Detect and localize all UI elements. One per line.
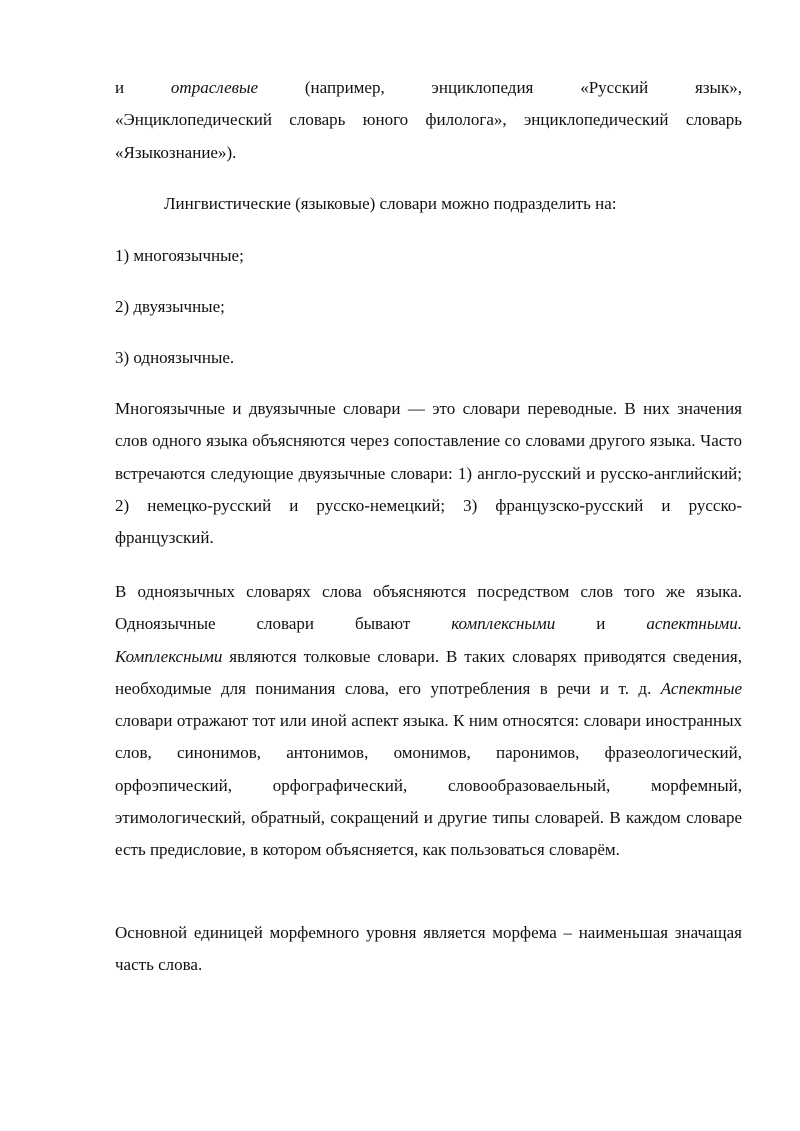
text-run: (например, энциклопедия «Русский язык», [258,78,742,97]
italic-term: отраслевые [170,78,259,97]
list-item: 3) одноязычные. [115,348,235,367]
paragraph-translation-dictionaries: Многоязычные и двуязычные словари — это словари переводные. В них значения слов одного языка объясняются через сопоставление со словами другого языка. Часто встречаются следующие двуязычные словари: 1) англо-русский и русско-английский; 2) немецко-русский и русско-немецкий; 3) французско-русский и русско-французский. [115,399,742,548]
text-run: Одноязычные словари бывают [115,614,452,634]
paragraph-line [115,72,742,104]
italic-term: Комплексными [115,646,223,666]
paragraph-morpheme: Основной единицей морфемного уровня является морфема – наименьшая значащая часть слова. [115,923,742,975]
text-run: и [555,614,647,634]
list-item: 1) многоязычные; [115,246,244,265]
italic-term: Аспектные [660,678,742,698]
text-run: и [115,78,171,97]
paragraph-line [115,608,742,640]
italic-term: аспектными. [646,614,742,634]
text-run: словари отражают тот или иной аспект языка. К ним относятся: словари иностранных слов, синонимов, антонимов, омонимов, паронимов, фразеологический, орфоэпический, орфографический, словообразоваельный, морфемный, этимологический, обратный, сокращений и другие типы словарей. В каждом словаре есть предисловие, в котором объясняется, как пользоваться словарём. [115,711,742,860]
paragraph-sphere-encyclopedias [115,72,742,169]
paragraph-monolingual-dictionaries [115,576,742,867]
text-run: являются толковые словари. В таких словарях приводятся сведения, необходимые для понимания слова, его употребления в речи и т. д. [115,646,742,698]
text-run: «Энциклопедический словарь юного филолога», энциклопедический словарь «Языкознание»). [115,110,742,162]
list-item: 2) двуязычные; [115,297,225,316]
italic-term: комплексными [451,614,556,634]
paragraph-linguistic-dictionaries: Лингвистические (языковые) словари можно подразделить на: [164,194,617,213]
paragraph-line: В одноязычных словарях слова объясняются посредством слов того же языка. [115,582,742,601]
